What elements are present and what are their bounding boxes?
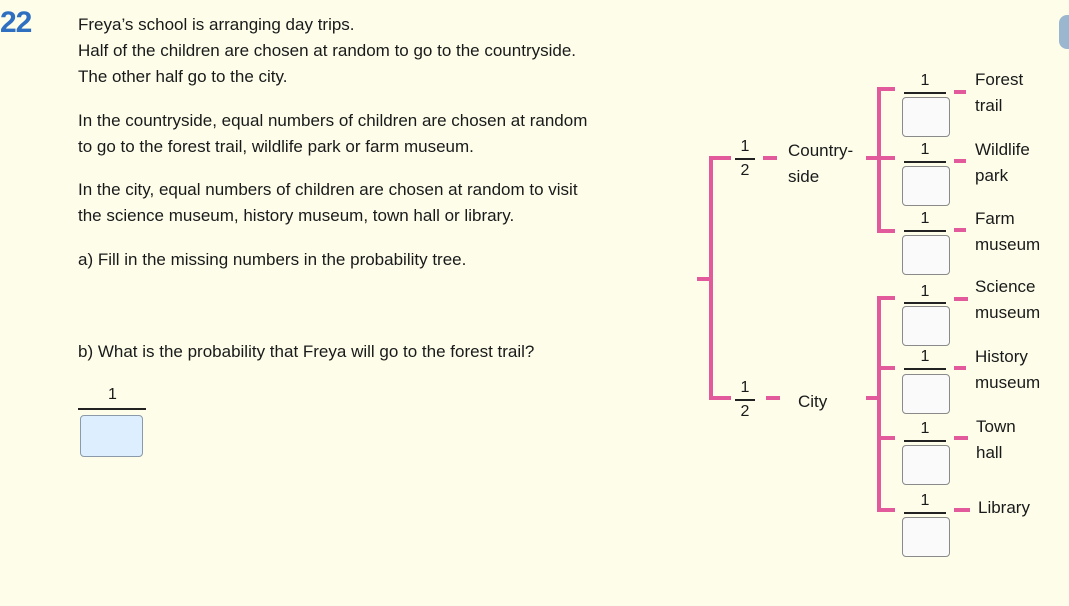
science-museum-numerator: 1	[920, 283, 930, 300]
history-museum-denominator-input[interactable]	[902, 374, 950, 414]
library-numerator: 1	[920, 492, 930, 509]
label-line: Science	[975, 277, 1036, 296]
answer-numerator: 1	[108, 386, 117, 403]
history-museum-fraction-line	[904, 368, 946, 370]
label-line: museum	[975, 303, 1041, 322]
forest-trail-fraction-line	[904, 92, 946, 94]
history-museum-numerator: 1	[920, 348, 930, 365]
label-line: Farm	[975, 209, 1015, 228]
library-label: Library	[978, 498, 1030, 517]
label-line: Forest	[975, 70, 1024, 89]
label-line: History	[975, 347, 1028, 366]
label-line: Town	[976, 417, 1016, 436]
wildlife-park-connector	[954, 159, 966, 163]
branch-stub	[877, 229, 895, 233]
history-museum-label	[975, 344, 1040, 396]
countryside-fraction-line	[735, 158, 755, 160]
wildlife-park-fraction-line	[904, 161, 946, 163]
countryside-stub	[709, 156, 731, 160]
edge-tab[interactable]	[1059, 15, 1069, 49]
label-line: Wildlife	[975, 140, 1030, 159]
library-denominator-input[interactable]	[902, 517, 950, 557]
science-museum-fraction-line	[904, 302, 946, 304]
wildlife-park-numerator: 1	[920, 141, 930, 158]
label-line: museum	[975, 235, 1041, 254]
farm-museum-numerator: 1	[920, 210, 930, 227]
city-paragraph	[78, 177, 578, 229]
wildlife-park-denominator-input[interactable]	[902, 166, 950, 206]
city-fraction-line	[735, 399, 755, 401]
countryside-numerator: 1	[740, 138, 750, 155]
science-museum-denominator-input[interactable]	[902, 306, 950, 346]
intro-line: Freya’s school is arranging day trips.	[78, 15, 355, 34]
countryside-line: In the countryside, equal numbers of children are chosen at random	[78, 111, 588, 130]
label-line: museum	[975, 373, 1041, 392]
branch-stub	[877, 366, 895, 370]
forest-trail-numerator: 1	[920, 72, 930, 89]
answer-fraction-line	[78, 408, 146, 410]
library-connector	[954, 508, 970, 512]
farm-museum-denominator-input[interactable]	[902, 235, 950, 275]
part-a-text: a) Fill in the missing numbers in the probability tree.	[78, 250, 467, 269]
science-museum-label	[975, 274, 1040, 326]
branch-stub	[877, 436, 895, 440]
town-hall-denominator-input[interactable]	[902, 445, 950, 485]
part-a-instruction	[78, 247, 466, 273]
city-bracket	[877, 296, 881, 512]
intro-paragraph	[78, 12, 576, 90]
countryside-bracket	[877, 87, 881, 233]
library-fraction-line	[904, 512, 946, 514]
part-b-question	[78, 339, 534, 365]
forest-trail-connector	[954, 90, 966, 94]
intro-line: Half of the children are chosen at random to go to the countryside.	[78, 41, 577, 60]
label-line: Country-	[788, 141, 854, 160]
wildlife-park-label	[975, 137, 1030, 189]
countryside-denominator: 2	[740, 162, 750, 179]
label-line: hall	[976, 443, 1003, 462]
history-museum-connector	[954, 366, 966, 370]
countryside-paragraph	[78, 108, 587, 160]
city-line: the science museum, history museum, town hall or library.	[78, 206, 515, 225]
question-number: 22	[0, 6, 32, 39]
city-numerator: 1	[740, 379, 750, 396]
forest-trail-denominator-input[interactable]	[902, 97, 950, 137]
city-stub	[709, 396, 731, 400]
tree-root-bracket	[709, 156, 713, 399]
town-hall-connector	[954, 436, 968, 440]
town-hall-numerator: 1	[920, 420, 930, 437]
branch-stub	[877, 87, 895, 91]
forest-trail-label	[975, 67, 1023, 119]
city-line: In the city, equal numbers of children are chosen at random to visit	[78, 180, 578, 199]
farm-museum-connector	[954, 228, 966, 232]
part-b-text: b) What is the probability that Freya will go to the forest trail?	[78, 342, 535, 361]
countryside-label	[788, 138, 853, 190]
countryside-connector	[763, 156, 777, 160]
city-denominator: 2	[740, 403, 750, 420]
city-label: City	[798, 392, 828, 411]
town-hall-label	[976, 414, 1016, 466]
science-museum-connector	[954, 297, 968, 301]
farm-museum-fraction-line	[904, 230, 946, 232]
farm-museum-label	[975, 206, 1040, 258]
countryside-line: to go to the forest trail, wildlife park or farm museum.	[78, 137, 474, 156]
branch-stub	[877, 508, 895, 512]
city-connector	[766, 396, 780, 400]
label-line: trail	[975, 96, 1003, 115]
intro-line: The other half go to the city.	[78, 67, 288, 86]
town-hall-fraction-line	[904, 440, 946, 442]
branch-stub	[877, 296, 895, 300]
label-line: park	[975, 166, 1009, 185]
answer-denominator-input[interactable]	[80, 415, 143, 457]
label-line: side	[788, 167, 820, 186]
branch-stub	[877, 156, 895, 160]
